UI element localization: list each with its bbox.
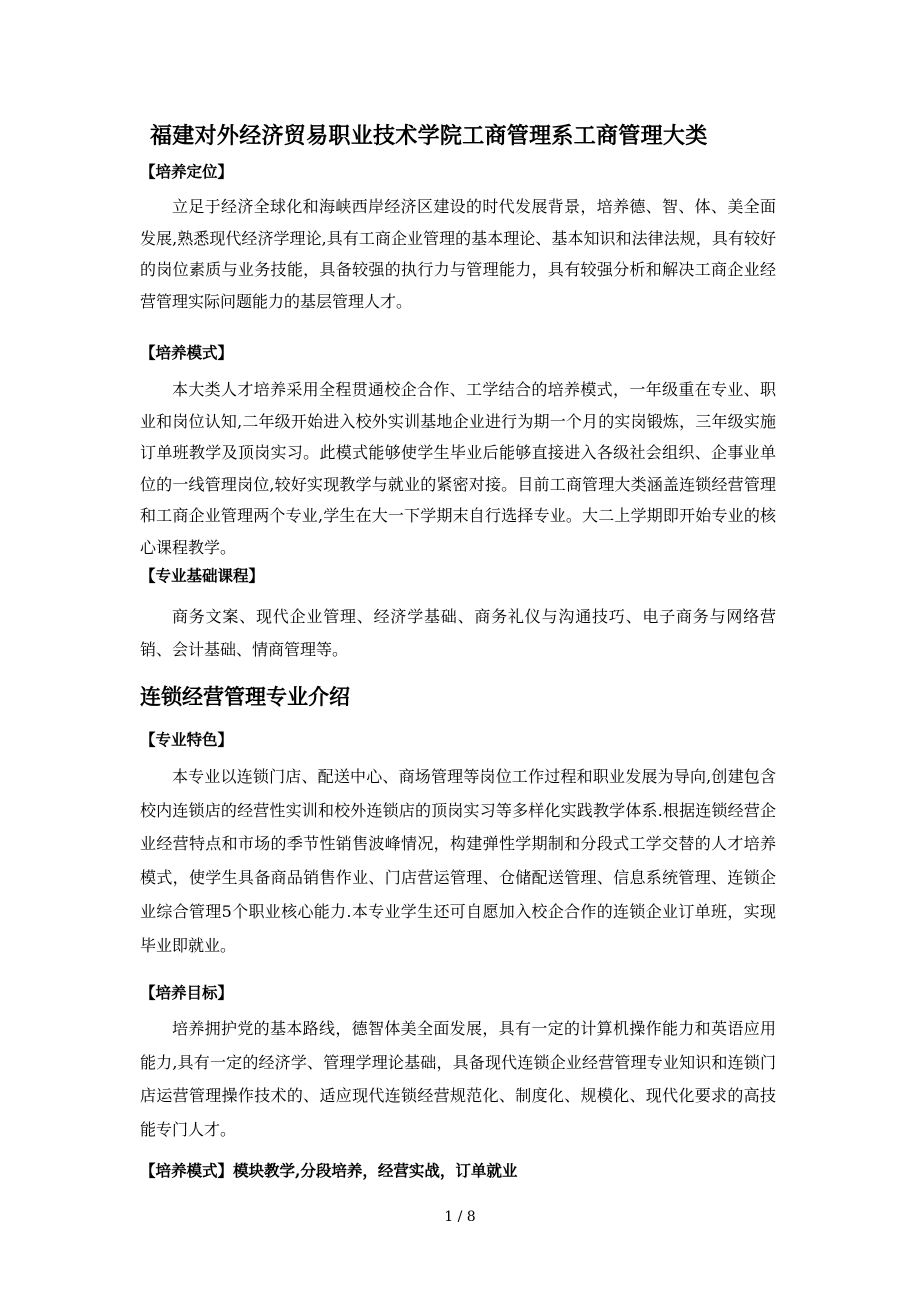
paragraph-foundation-courses: 商务文案、现代企业管理、经济学基础、商务礼仪与沟通技巧、电子商务与网络营销、会计基础、情商管理等。 [140, 607, 776, 659]
training-mode-summary-line [140, 1159, 517, 1183]
section-title-chain-management: 连锁经营管理专业介绍 [140, 684, 350, 709]
training-mode-summary: 模块教学,分段培养，经营实战，订单就业 [233, 1161, 518, 1180]
paragraph-training-goal: 培养拥护党的基本路线，德智体美全面发展，具有一定的计算机操作能力和英语应用能力,具有一定的经济学、管理学理论基础，具备现代连锁企业经营管理专业知识和连锁门店运营管理操作技术的、适应现代连锁经营规范化、制度化、规模化、现代化要求的高技能专门人才。 [140, 1019, 776, 1140]
heading-training-mode-2: 【培养模式】 [140, 1161, 234, 1180]
document-title: 福建对外经济贸易职业技术学院工商管理系工商管理大类 [150, 123, 708, 149]
page-indicator: 1 / 8 [444, 1209, 476, 1225]
paragraph-program-features: 本专业以连锁门店、配送中心、商场管理等岗位工作过程和职业发展为导向,创建包含校内连锁店的经营性实训和校外连锁店的顶岗实习等多样化实践教学体系.根据连锁经营企业经营特点和市场的季节性销售波峰情况，构建弹性学期制和分段式工学交替的人才培养模式，使学生具备商品销售作业、门店营运管理、仓储配送管理、信息系统管理、连锁企业综合管理5个职业核心能力.本专业学生还可自愿加入校企合作的连锁企业订单班，实现毕业即就业。 [140, 767, 776, 955]
paragraph-training-mode: 本大类人才培养采用全程贯通校企合作、工学结合的培养模式，一年级重在专业、职业和岗位认知,二年级开始进入校外实训基地企业进行为期一个月的实岗锻炼，三年级实施订单班教学及顶岗实习。此模式能够使学生毕业后能够直接进入各级社会组织、企事业单位的一线管理岗位,较好实现教学与就业的紧密对接。目前工商管理大类涵盖连锁经营管理和工商企业管理两个专业,学生在大一下学期末自行选择专业。大二上学期即开始专业的核心课程教学。 [140, 380, 776, 557]
heading-training-mode: 【培养模式】 [140, 343, 234, 362]
heading-foundation-courses: 【专业基础课程】 [140, 566, 265, 585]
heading-program-features: 【专业特色】 [140, 730, 234, 749]
heading-positioning: 【培养定位】 [140, 162, 234, 181]
paragraph-positioning: 立足于经济全球化和海峡西岸经济区建设的时代发展背景，培养德、智、体、美全面发展,熟悉现代经济学理论,具有工商企业管理的基本理论、基本知识和法律法规，具有较好的岗位素质与业务技能，具备较强的执行力与管理能力，具有较强分析和解决工商企业经营管理实际问题能力的基层管理人才。 [140, 197, 776, 311]
heading-training-goal: 【培养目标】 [140, 983, 234, 1002]
